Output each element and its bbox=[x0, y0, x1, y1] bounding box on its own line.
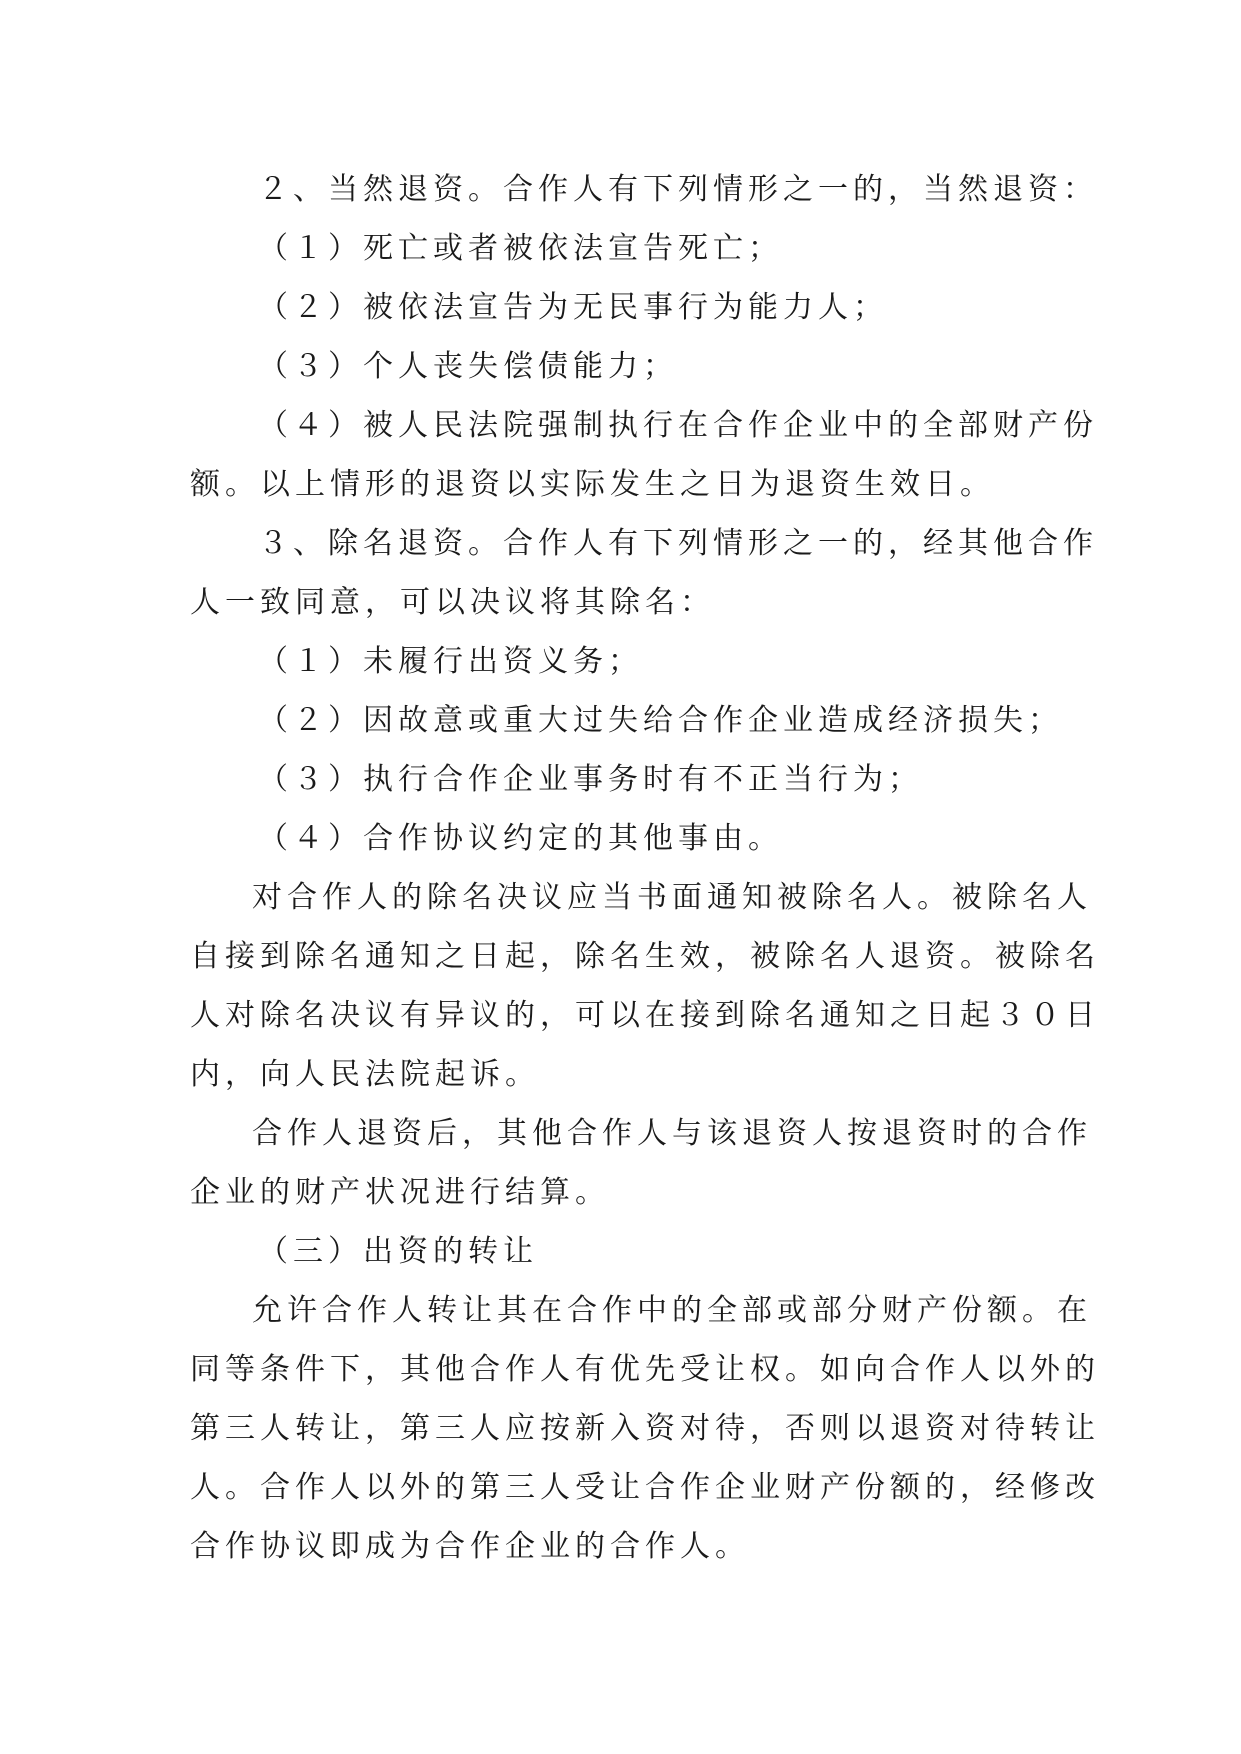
paragraph-line: 自接到除名通知之日起，除名生效，被除名人退资。被除名 bbox=[190, 939, 1100, 974]
paragraph-line: ２、当然退资。合作人有下列情形之一的，当然退资： bbox=[258, 172, 1098, 207]
paragraph-line: 同等条件下，其他合作人有优先受让权。如向合作人以外的 bbox=[190, 1352, 1100, 1387]
paragraph-line: （２）因故意或重大过失给合作企业造成经济损失； bbox=[258, 703, 1063, 738]
paragraph-line: （３）执行合作企业事务时有不正当行为； bbox=[258, 762, 923, 797]
paragraph-line: 企业的财产状况进行结算。 bbox=[190, 1175, 610, 1210]
paragraph-line: 内，向人民法院起诉。 bbox=[190, 1057, 540, 1092]
paragraph-line: 允许合作人转让其在合作中的全部或部分财产份额。在 bbox=[252, 1293, 1092, 1328]
paragraph-line: （４）被人民法院强制执行在合作企业中的全部财产份 bbox=[258, 408, 1098, 443]
paragraph-line: 人对除名决议有异议的，可以在接到除名通知之日起３０日 bbox=[190, 998, 1100, 1033]
paragraph-line: 合作协议即成为合作企业的合作人。 bbox=[190, 1529, 750, 1564]
paragraph-line: ３、除名退资。合作人有下列情形之一的，经其他合作 bbox=[258, 526, 1098, 561]
paragraph-line: 人。合作人以外的第三人受让合作企业财产份额的，经修改 bbox=[190, 1470, 1100, 1505]
paragraph-line: 人一致同意，可以决议将其除名： bbox=[190, 585, 715, 620]
paragraph-line: （３）个人丧失偿债能力； bbox=[258, 349, 678, 384]
paragraph-line: 对合作人的除名决议应当书面通知被除名人。被除名人 bbox=[252, 880, 1092, 915]
paragraph-line: 额。以上情形的退资以实际发生之日为退资生效日。 bbox=[190, 467, 995, 502]
section-heading: （三）出资的转让 bbox=[258, 1234, 538, 1269]
document-body bbox=[190, 160, 1100, 1576]
paragraph-line: 第三人转让，第三人应按新入资对待，否则以退资对待转让 bbox=[190, 1411, 1100, 1446]
paragraph-line: （４）合作协议约定的其他事由。 bbox=[258, 821, 783, 856]
paragraph-line: 合作人退资后，其他合作人与该退资人按退资时的合作 bbox=[252, 1116, 1092, 1151]
paragraph-line: （１）未履行出资义务； bbox=[258, 644, 643, 679]
paragraph-line: （２）被依法宣告为无民事行为能力人； bbox=[258, 290, 888, 325]
paragraph-line: （１）死亡或者被依法宣告死亡； bbox=[258, 231, 783, 266]
